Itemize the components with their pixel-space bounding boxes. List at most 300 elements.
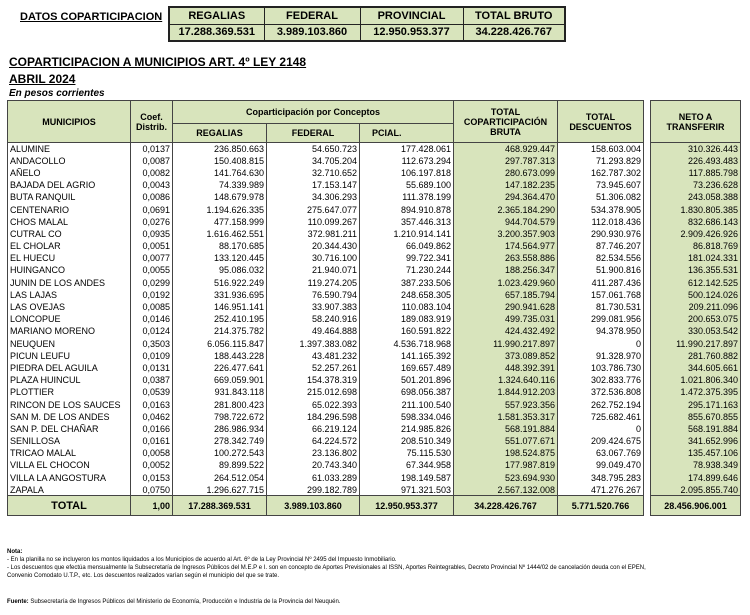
regalias-cell: 1.616.462.551 <box>173 228 267 240</box>
total-descuentos-cell: 51.900.816 <box>558 264 644 276</box>
table-row <box>8 411 644 423</box>
coef-cell: 0,0109 <box>131 350 173 362</box>
pcial-cell: 248.658.305 <box>360 289 454 301</box>
pcial-cell: 160.591.822 <box>360 325 454 337</box>
table-row <box>8 350 644 362</box>
coef-cell: 0,0086 <box>131 191 173 203</box>
neto-cell: 855.670.855 <box>651 411 741 423</box>
header-total-bruta: TOTAL COPARTICIPACIÓN BRUTA <box>454 101 558 143</box>
total-descuentos-cell: 71.293.829 <box>558 155 644 167</box>
summary-table <box>168 6 566 42</box>
table-row <box>8 459 644 471</box>
neto-cell: 2.909.426.926 <box>651 228 741 240</box>
pcial-cell: 177.428.061 <box>360 143 454 155</box>
total-descuentos-cell: 99.049.470 <box>558 459 644 471</box>
regalias-cell: 100.272.543 <box>173 447 267 459</box>
total-bruta-cell: 2.365.184.290 <box>454 203 558 215</box>
summary-header-regalias: REGALIAS <box>169 7 264 24</box>
total-row <box>8 496 644 516</box>
federal-cell: 49.464.888 <box>267 325 360 337</box>
total-descuentos-cell: 63.067.769 <box>558 447 644 459</box>
coef-cell: 0,0077 <box>131 252 173 264</box>
table-row <box>8 143 644 155</box>
municipio-cell: SENILLOSA <box>8 435 131 447</box>
table-row <box>8 301 644 313</box>
total-municipio-cell: TOTAL <box>8 496 131 516</box>
total-bruta-cell: 174.564.977 <box>454 240 558 252</box>
regalias-cell: 236.850.663 <box>173 143 267 155</box>
period-title: ABRIL 2024 <box>9 72 76 86</box>
regalias-cell: 252.410.195 <box>173 313 267 325</box>
total-neto-cell: 28.456.906.001 <box>651 496 741 516</box>
neto-cell: 174.899.646 <box>651 472 741 484</box>
municipio-cell: ALUMINE <box>8 143 131 155</box>
summary-value-row <box>169 24 565 41</box>
total-bruta-cell: 297.787.313 <box>454 155 558 167</box>
total-descuentos-cell: 302.833.776 <box>558 374 644 386</box>
table-row <box>8 191 644 203</box>
regalias-cell: 133.120.445 <box>173 252 267 264</box>
neto-body <box>651 143 741 516</box>
neto-row <box>651 423 741 435</box>
table-row <box>8 423 644 435</box>
total-descuentos-cell: 158.603.004 <box>558 143 644 155</box>
total-regalias-cell: 17.288.369.531 <box>173 496 267 516</box>
notes-heading: Nota: <box>7 549 23 555</box>
total-bruta-cell: 198.524.875 <box>454 447 558 459</box>
coef-cell: 0,0163 <box>131 398 173 410</box>
municipio-cell: SAN P. DEL CHAÑAR <box>8 423 131 435</box>
table-row <box>8 277 644 289</box>
neto-cell: 330.053.542 <box>651 325 741 337</box>
coef-cell: 0,0085 <box>131 301 173 313</box>
header-row-1 <box>8 101 644 124</box>
regalias-cell: 88.170.685 <box>173 240 267 252</box>
total-federal-cell: 3.989.103.860 <box>267 496 360 516</box>
table-row <box>8 203 644 215</box>
neto-cell: 135.457.106 <box>651 447 741 459</box>
pcial-cell: 214.985.826 <box>360 423 454 435</box>
municipio-cell: CUTRAL CO <box>8 228 131 240</box>
summary-header-provincial: PROVINCIAL <box>360 7 463 24</box>
total-descuentos-cell: 534.378.905 <box>558 203 644 215</box>
federal-cell: 215.012.698 <box>267 386 360 398</box>
header-total-descuentos: TOTAL DESCUENTOS <box>558 101 644 143</box>
table-row <box>8 228 644 240</box>
neto-row <box>651 338 741 350</box>
regalias-cell: 6.056.115.847 <box>173 338 267 350</box>
pcial-cell: 1.210.914.141 <box>360 228 454 240</box>
neto-cell: 73.236.628 <box>651 179 741 191</box>
coef-cell: 0,0750 <box>131 484 173 496</box>
neto-row <box>651 289 741 301</box>
table-row <box>8 338 644 350</box>
regalias-cell: 931.843.118 <box>173 386 267 398</box>
neto-cell: 86.818.769 <box>651 240 741 252</box>
municipio-cell: BAJADA DEL AGRIO <box>8 179 131 191</box>
federal-cell: 184.296.598 <box>267 411 360 423</box>
total-total-descuentos-cell: 5.771.520.766 <box>558 496 644 516</box>
federal-cell: 34.306.293 <box>267 191 360 203</box>
notes-section <box>7 548 747 580</box>
municipio-cell: BUTA RANQUIL <box>8 191 131 203</box>
total-descuentos-cell: 262.752.194 <box>558 398 644 410</box>
total-descuentos-cell: 162.787.302 <box>558 167 644 179</box>
neto-row <box>651 277 741 289</box>
pcial-cell: 66.049.862 <box>360 240 454 252</box>
neto-row <box>651 216 741 228</box>
neto-cell: 344.605.661 <box>651 362 741 374</box>
total-bruta-cell: 177.987.819 <box>454 459 558 471</box>
source-note <box>7 599 341 605</box>
regalias-cell: 74.339.989 <box>173 179 267 191</box>
table-row <box>8 313 644 325</box>
neto-row <box>651 362 741 374</box>
neto-row <box>651 191 741 203</box>
regalias-cell: 798.722.672 <box>173 411 267 423</box>
federal-cell: 17.153.147 <box>267 179 360 191</box>
municipio-cell: EL HUECU <box>8 252 131 264</box>
table-row <box>8 386 644 398</box>
federal-cell: 30.716.100 <box>267 252 360 264</box>
pcial-cell: 67.344.958 <box>360 459 454 471</box>
header-municipios: MUNICIPIOS <box>8 101 131 143</box>
neto-table <box>650 100 741 516</box>
coef-cell: 0,0161 <box>131 435 173 447</box>
coef-cell: 0,0052 <box>131 459 173 471</box>
federal-cell: 23.136.802 <box>267 447 360 459</box>
neto-cell: 500.124.026 <box>651 289 741 301</box>
table-row <box>8 435 644 447</box>
coef-cell: 0,0192 <box>131 289 173 301</box>
municipio-cell: MARIANO MORENO <box>8 325 131 337</box>
coef-cell: 0,3503 <box>131 338 173 350</box>
coef-cell: 0,0055 <box>131 264 173 276</box>
summary-value-regalias: 17.288.369.531 <box>169 24 264 41</box>
neto-cell: 11.990.217.897 <box>651 338 741 350</box>
coef-cell: 0,0137 <box>131 143 173 155</box>
regalias-cell: 477.158.999 <box>173 216 267 228</box>
header-group-conceptos: Coparticipación por Conceptos <box>173 101 454 124</box>
total-descuentos-cell: 372.536.808 <box>558 386 644 398</box>
federal-cell: 33.907.383 <box>267 301 360 313</box>
total-descuentos-cell: 112.018.436 <box>558 216 644 228</box>
total-descuentos-cell: 0 <box>558 423 644 435</box>
neto-row <box>651 484 741 496</box>
pcial-cell: 112.673.294 <box>360 155 454 167</box>
total-bruta-cell: 373.089.852 <box>454 350 558 362</box>
municipio-cell: HUINGANCO <box>8 264 131 276</box>
neto-cell: 1.472.375.395 <box>651 386 741 398</box>
regalias-cell: 1.296.627.715 <box>173 484 267 496</box>
header-pcial: PCIAL. <box>360 124 454 143</box>
header-federal: FEDERAL <box>267 124 360 143</box>
neto-row <box>651 398 741 410</box>
total-descuentos-cell: 299.081.956 <box>558 313 644 325</box>
neto-row <box>651 350 741 362</box>
federal-cell: 61.033.289 <box>267 472 360 484</box>
municipio-cell: EL CHOLAR <box>8 240 131 252</box>
neto-cell: 341.652.996 <box>651 435 741 447</box>
neto-cell: 2.095.855.740 <box>651 484 741 496</box>
pcial-cell: 99.722.341 <box>360 252 454 264</box>
neto-row <box>651 143 741 155</box>
regalias-cell: 150.408.815 <box>173 155 267 167</box>
total-coef-cell: 1,00 <box>131 496 173 516</box>
total-bruta-cell: 188.256.347 <box>454 264 558 276</box>
municipio-cell: LAS LAJAS <box>8 289 131 301</box>
total-descuentos-cell: 73.945.607 <box>558 179 644 191</box>
federal-cell: 372.981.211 <box>267 228 360 240</box>
pcial-cell: 55.689.100 <box>360 179 454 191</box>
table-row <box>8 240 644 252</box>
municipio-cell: CENTENARIO <box>8 203 131 215</box>
neto-cell: 832.686.143 <box>651 216 741 228</box>
regalias-cell: 146.951.141 <box>173 301 267 313</box>
total-bruta-cell: 2.567.132.008 <box>454 484 558 496</box>
federal-cell: 66.219.124 <box>267 423 360 435</box>
pcial-cell: 387.233.506 <box>360 277 454 289</box>
coef-cell: 0,0087 <box>131 155 173 167</box>
federal-cell: 76.590.794 <box>267 289 360 301</box>
neto-row <box>651 167 741 179</box>
coef-cell: 0,0935 <box>131 228 173 240</box>
neto-cell: 612.142.525 <box>651 277 741 289</box>
neto-cell: 568.191.884 <box>651 423 741 435</box>
total-descuentos-cell: 209.424.675 <box>558 435 644 447</box>
municipio-cell: CHOS MALAL <box>8 216 131 228</box>
table-row <box>8 398 644 410</box>
federal-cell: 299.182.789 <box>267 484 360 496</box>
municipio-cell: SAN M. DE LOS ANDES <box>8 411 131 423</box>
federal-cell: 1.397.383.082 <box>267 338 360 350</box>
table-row <box>8 362 644 374</box>
total-bruta-cell: 11.990.217.897 <box>454 338 558 350</box>
coef-cell: 0,0043 <box>131 179 173 191</box>
municipio-cell: LONCOPUE <box>8 313 131 325</box>
total-bruta-cell: 3.200.357.903 <box>454 228 558 240</box>
total-pcial-cell: 12.950.953.377 <box>360 496 454 516</box>
neto-row <box>651 325 741 337</box>
pcial-cell: 211.100.540 <box>360 398 454 410</box>
total-bruta-cell: 1.324.640.116 <box>454 374 558 386</box>
municipio-cell: PLAZA HUINCUL <box>8 374 131 386</box>
federal-cell: 110.099.267 <box>267 216 360 228</box>
total-bruta-cell: 294.364.470 <box>454 191 558 203</box>
municipio-cell: RINCON DE LOS SAUCES <box>8 398 131 410</box>
total-bruta-cell: 1.023.429.960 <box>454 277 558 289</box>
total-total-bruta-cell: 34.228.426.767 <box>454 496 558 516</box>
coef-cell: 0,0299 <box>131 277 173 289</box>
regalias-cell: 148.679.978 <box>173 191 267 203</box>
note-line-1: - En la planilla no se incluyeron los montos liquidados a los Municipios de acuerdo al Art. 6º de la Ley Provincial Nº 2495 del Impuesto Inmobiliario. <box>7 557 397 563</box>
total-bruta-cell: 147.182.235 <box>454 179 558 191</box>
federal-cell: 52.257.261 <box>267 362 360 374</box>
table-body <box>8 143 644 516</box>
regalias-cell: 1.194.626.335 <box>173 203 267 215</box>
municipio-cell: ANDACOLLO <box>8 155 131 167</box>
neto-cell: 209.211.096 <box>651 301 741 313</box>
federal-cell: 154.378.319 <box>267 374 360 386</box>
total-descuentos-cell: 290.930.976 <box>558 228 644 240</box>
coef-cell: 0,0462 <box>131 411 173 423</box>
neto-cell: 243.058.388 <box>651 191 741 203</box>
pcial-cell: 894.910.878 <box>360 203 454 215</box>
federal-cell: 64.224.572 <box>267 435 360 447</box>
page-title: COPARTICIPACION A MUNICIPIOS ART. 4º LEY 2148 <box>9 55 307 69</box>
table-row <box>8 179 644 191</box>
total-bruta-cell: 568.191.884 <box>454 423 558 435</box>
neto-cell: 181.024.331 <box>651 252 741 264</box>
neto-cell: 281.760.882 <box>651 350 741 362</box>
table-row <box>8 264 644 276</box>
regalias-cell: 669.059.901 <box>173 374 267 386</box>
federal-cell: 43.481.232 <box>267 350 360 362</box>
regalias-cell: 89.899.522 <box>173 459 267 471</box>
neto-row <box>651 386 741 398</box>
total-bruta-cell: 657.185.794 <box>454 289 558 301</box>
total-bruta-cell: 499.735.031 <box>454 313 558 325</box>
total-descuentos-cell: 94.378.950 <box>558 325 644 337</box>
coef-cell: 0,0166 <box>131 423 173 435</box>
summary-label: DATOS COPARTICIPACION <box>20 11 163 23</box>
federal-cell: 20.344.430 <box>267 240 360 252</box>
table-row <box>8 216 644 228</box>
federal-cell: 58.240.916 <box>267 313 360 325</box>
pcial-cell: 971.321.503 <box>360 484 454 496</box>
pcial-cell: 141.165.392 <box>360 350 454 362</box>
coef-cell: 0,0539 <box>131 386 173 398</box>
summary-value-provincial: 12.950.953.377 <box>360 24 463 41</box>
municipio-cell: AÑELO <box>8 167 131 179</box>
pcial-cell: 698.056.387 <box>360 386 454 398</box>
regalias-cell: 226.477.641 <box>173 362 267 374</box>
total-bruta-cell: 448.392.391 <box>454 362 558 374</box>
total-bruta-cell: 1.581.353.317 <box>454 411 558 423</box>
total-descuentos-cell: 103.786.730 <box>558 362 644 374</box>
total-descuentos-cell: 81.730.531 <box>558 301 644 313</box>
table-row <box>8 447 644 459</box>
neto-row <box>651 264 741 276</box>
total-descuentos-cell: 725.682.461 <box>558 411 644 423</box>
summary-value-federal: 3.989.103.860 <box>264 24 360 41</box>
source-label: Fuente: <box>7 599 29 605</box>
coef-cell: 0,0131 <box>131 362 173 374</box>
neto-cell: 1.830.805.385 <box>651 203 741 215</box>
regalias-cell: 141.764.630 <box>173 167 267 179</box>
coef-cell: 0,0691 <box>131 203 173 215</box>
neto-row <box>651 472 741 484</box>
regalias-cell: 286.986.934 <box>173 423 267 435</box>
coef-cell: 0,0124 <box>131 325 173 337</box>
coef-cell: 0,0058 <box>131 447 173 459</box>
regalias-cell: 331.936.695 <box>173 289 267 301</box>
municipio-cell: PIEDRA DEL AGUILA <box>8 362 131 374</box>
total-bruta-cell: 557.923.356 <box>454 398 558 410</box>
pcial-cell: 208.510.349 <box>360 435 454 447</box>
municipio-cell: ZAPALA <box>8 484 131 496</box>
total-bruta-cell: 944.704.579 <box>454 216 558 228</box>
municipio-cell: VILLA LA ANGOSTURA <box>8 472 131 484</box>
table-row <box>8 472 644 484</box>
total-descuentos-cell: 87.746.207 <box>558 240 644 252</box>
neto-row <box>651 411 741 423</box>
neto-row <box>651 240 741 252</box>
pcial-cell: 189.083.919 <box>360 313 454 325</box>
total-bruta-cell: 551.077.671 <box>454 435 558 447</box>
regalias-cell: 278.342.749 <box>173 435 267 447</box>
total-descuentos-cell: 471.276.267 <box>558 484 644 496</box>
neto-row <box>651 228 741 240</box>
neto-cell: 78.938.349 <box>651 459 741 471</box>
coef-cell: 0,0276 <box>131 216 173 228</box>
total-descuentos-cell: 82.534.556 <box>558 252 644 264</box>
summary-header-federal: FEDERAL <box>264 7 360 24</box>
regalias-cell: 214.375.782 <box>173 325 267 337</box>
table-row <box>8 289 644 301</box>
neto-cell: 310.326.443 <box>651 143 741 155</box>
regalias-cell: 264.512.054 <box>173 472 267 484</box>
source-text: Subsecretaría de Ingresos Públicos del Ministerio de Economía, Producción e Industria de la Provincia del Neuquén. <box>28 599 341 605</box>
neto-total-row <box>651 496 741 516</box>
municipio-cell: TRICAO MALAL <box>8 447 131 459</box>
total-descuentos-cell: 91.328.970 <box>558 350 644 362</box>
neto-row <box>651 435 741 447</box>
total-descuentos-cell: 411.287.436 <box>558 277 644 289</box>
pcial-cell: 198.149.587 <box>360 472 454 484</box>
pcial-cell: 111.378.199 <box>360 191 454 203</box>
coparticipacion-table <box>7 100 644 516</box>
neto-row <box>651 155 741 167</box>
federal-cell: 119.274.205 <box>267 277 360 289</box>
summary-header-row <box>169 7 565 24</box>
table-row <box>8 155 644 167</box>
neto-row <box>651 459 741 471</box>
regalias-cell: 281.800.423 <box>173 398 267 410</box>
regalias-cell: 95.086.032 <box>173 264 267 276</box>
municipio-cell: JUNIN DE LOS ANDES <box>8 277 131 289</box>
pcial-cell: 357.446.313 <box>360 216 454 228</box>
regalias-cell: 516.922.249 <box>173 277 267 289</box>
table-row <box>8 167 644 179</box>
federal-cell: 21.940.071 <box>267 264 360 276</box>
neto-cell: 295.171.163 <box>651 398 741 410</box>
federal-cell: 32.710.652 <box>267 167 360 179</box>
federal-cell: 65.022.393 <box>267 398 360 410</box>
pcial-cell: 106.197.818 <box>360 167 454 179</box>
table-row <box>8 325 644 337</box>
total-bruta-cell: 1.844.912.203 <box>454 386 558 398</box>
pcial-cell: 169.657.489 <box>360 362 454 374</box>
note-line-2: - Los descuentos que efectúa mensualmente la Subsecretaría de Ingresos Públicos del M.E.P e I. son en concepto de Aportes Previsionales al ISSN, Aportes Reintegrables, Decreto Provincial Nº 1444/02 de cancelación deuda con el EPEN, <box>7 565 646 571</box>
neto-cell: 136.355.531 <box>651 264 741 276</box>
municipio-cell: PLOTTIER <box>8 386 131 398</box>
note-line-3: Convenio Comodato U.T.P., etc. Los descuentos realizados varían según el municipio del que se trate. <box>7 573 280 579</box>
neto-cell: 226.493.483 <box>651 155 741 167</box>
municipio-cell: VILLA EL CHOCON <box>8 459 131 471</box>
neto-row <box>651 179 741 191</box>
total-descuentos-cell: 157.061.768 <box>558 289 644 301</box>
coef-cell: 0,0082 <box>131 167 173 179</box>
coef-cell: 0,0051 <box>131 240 173 252</box>
table-row <box>8 484 644 496</box>
table-row <box>8 374 644 386</box>
units-subtitle: En pesos corrientes <box>9 88 105 99</box>
total-bruta-cell: 280.673.099 <box>454 167 558 179</box>
neto-row <box>651 301 741 313</box>
neto-row <box>651 374 741 386</box>
total-descuentos-cell: 348.795.283 <box>558 472 644 484</box>
